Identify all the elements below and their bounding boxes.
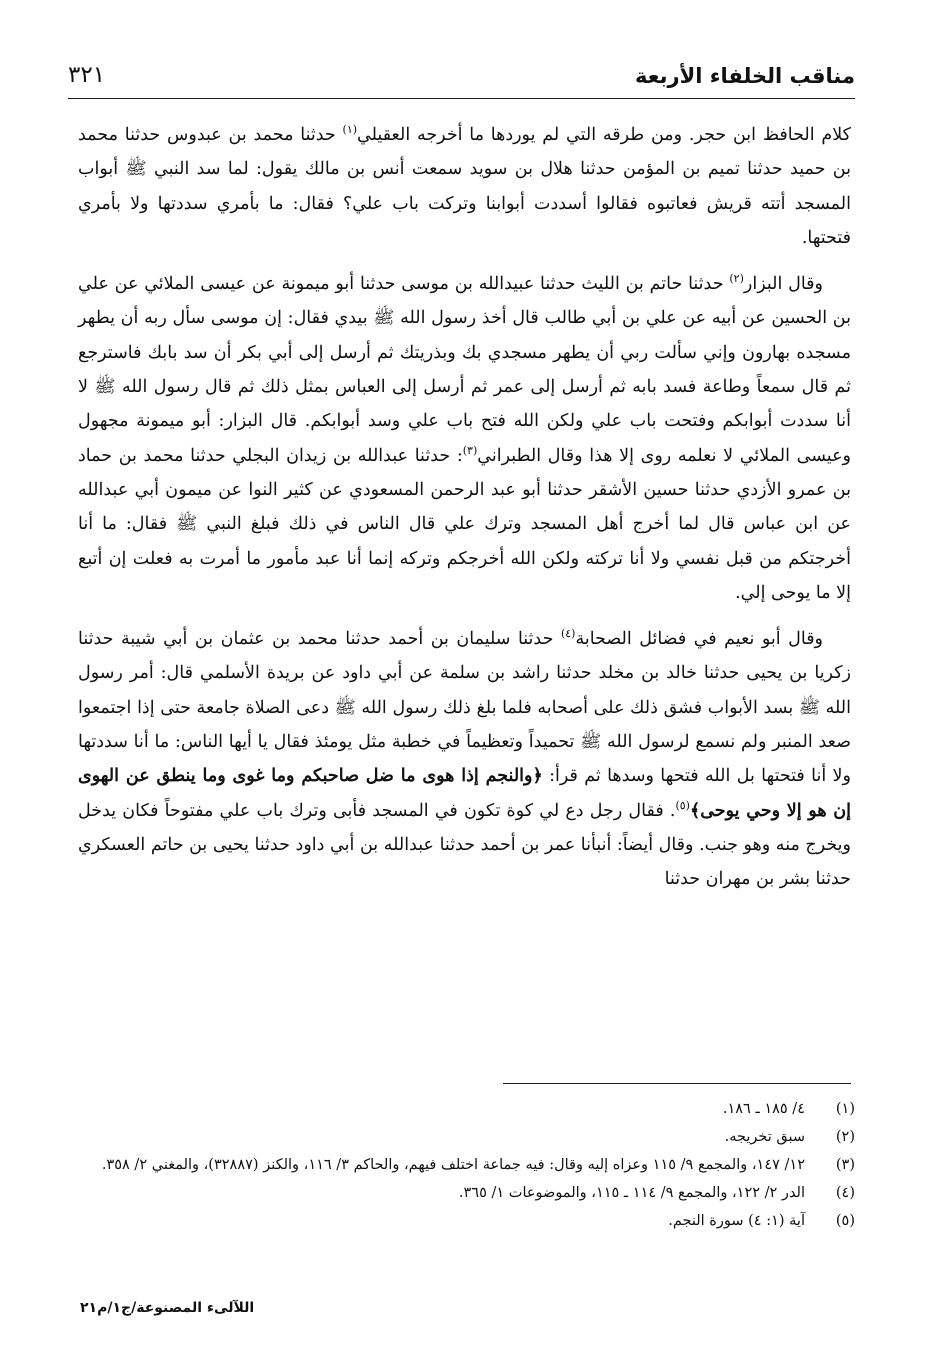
footnote-divider	[503, 1083, 851, 1084]
paragraph-text: كلام الحافظ ابن حجر. ومن طرقه التي لم يوردها ما أخرجه العقيلي	[357, 125, 852, 145]
main-text	[78, 118, 851, 909]
page-number: ٣٢١	[68, 62, 106, 88]
signature-line: اللآلىء المصنوعة/ج١/م٢١	[80, 1300, 255, 1316]
footnote-text: آية (١: ٤) سورة النجم.	[668, 1213, 805, 1229]
footnote-text: سبق تخريجه.	[724, 1129, 805, 1145]
footnote-item	[78, 1210, 855, 1233]
running-title: مناقب الخلفاء الأربعة	[635, 64, 855, 88]
footnote-ref: (١)	[342, 123, 358, 137]
footnote-text: ١٢/ ١٤٧، والمجمع ٩/ ١١٥ وعزاه إليه وقال: فيه جماعة اختلف فيهم، والحاكم ٣/ ١١٦، والكنز (٣٢٨٨٧)، والمغني ٢/ ٣٥٨.	[101, 1157, 805, 1173]
page-header	[68, 58, 855, 99]
paragraph-2	[78, 267, 851, 610]
footnote-number: (١)	[835, 1101, 855, 1117]
paragraph-text: وقال أبو نعيم في فضائل الصحابة	[575, 629, 824, 650]
footnote-ref: (٢)	[729, 272, 744, 286]
footnote-item	[78, 1182, 855, 1205]
footnote-number: (٥)	[835, 1213, 855, 1229]
paragraph-text: . فقال رجل دع لي كوة تكون في المسجد فأبى وترك باب علي مفتوحاً فكان يدخل ويخرج منه وهو جنب. وقال أيضاً: أنبأنا عمر بن أحمد حدثنا عبدالله بن أبي داود حدثنا يحيى بن حاتم العسكري حدثنا بشر بن مهران حدثنا	[78, 800, 851, 890]
paragraph-text: حدثنا حاتم بن الليث حدثنا عبيدالله بن موسى حدثنا أبو ميمونة عن عيسى الملائي عن علي بن الحسين عن أبيه عن علي بن أبي طالب قال أخذ رسول الله ﷺ بيدي فقال: إن موسى سأل ربه أن يطهر مسجده بهارون وإني سألت ربي أن يطهر مسجدي بك وبذريتك ثم أرسل إلى أبي بكر أن سد بابك فاسترجع ثم قال سمعاً وطاعة فسد بابه ثم أرسل إلى عمر ثم أرسل إلى العباس بمثل ذلك ثم قال رسول الله ﷺ لا أنا سددت أبوابكم وفتحت باب علي ولكن الله فتح باب علي وسد أبوابكم. قال البزار: أبو ميمونة مجهول وعيسى الملائي لا نعلمه روى إلا هذا وقال الطبراني	[78, 274, 851, 466]
footnote-text: ٤/ ١٨٥ ـ ١٨٦.	[722, 1101, 805, 1117]
paragraph-text: حدثنا سليمان بن أحمد حدثنا محمد بن عثمان بن أبي شيبة حدثنا زكريا بن يحيى حدثنا خالد بن مخلد حدثنا راشد بن سلمة عن أبي داود عن بريدة الأسلمي قال: أمر رسول الله ﷺ بسد الأبواب فشق ذلك على أصحابه فلما بلغ ذلك رسول الله ﷺ دعى الصلاة جامعة حتى إذا اجتمعوا صعد المنبر ولم نسمع لرسول الله ﷺ تحميداً وتعظيماً في خطبة مثل يومئذ فقال يا أيها الناس: ما أنا سددتها ولا أنا فتحتها بل الله فتحها وسدها ثم قرأ:	[78, 629, 851, 787]
paragraph-text: : حدثنا عبدالله بن زيدان البجلي حدثنا محمد بن حماد بن عمرو الأزدي حدثنا حسين الأشقر حدثنا أبو عبد الرحمن المسعودي عن كثير النوا عن ميمون أبي عبدالله عن ابن عباس قال لما أخرج أهل المسجد وترك علي قال الناس في ذلك فبلغ النبي ﷺ فقال: ما أنا أخرجتكم من قبل نفسي ولا أنا تركته ولكن الله أخرجكم وتركه إنما أنا عبد مأمور ما أمرت به فعلت إن أتبع إلا ما يوحى إلي.	[78, 445, 851, 603]
quran-verse: ﴿والنجم إذا هوى ما ضل صاحبكم وما غوى وما ينطق عن الهوى إن هو إلا وحي يوحى﴾	[78, 766, 851, 821]
footnote-text: الدر ٢/ ١٢٢، والمجمع ٩/ ١١٤ ـ ١١٥، والموضوعات ١/ ٣٦٥.	[458, 1185, 805, 1201]
footnote-item	[78, 1098, 855, 1121]
footnote-number: (٤)	[835, 1185, 855, 1201]
footnotes	[78, 1098, 855, 1238]
footnote-ref: (٤)	[560, 627, 576, 641]
footnote-ref: (٥)	[675, 798, 690, 812]
footnote-item	[78, 1154, 855, 1177]
footnote-item	[78, 1126, 855, 1149]
paragraph-1	[78, 118, 851, 255]
paragraph-text: حدثنا محمد بن عبدوس حدثنا محمد بن حميد حدثنا تميم بن المؤمن حدثنا هلال بن سويد سمعت أنس بن مالك يقول: لما سد النبي ﷺ أبواب المسجد أتته قريش فعاتبوه فقالوا أسددت أبوابنا وتركت باب علي؟ فقال: ما بأمري سددتها ولا بأمري فتحتها.	[78, 125, 851, 248]
paragraph-text: وقال البزار	[743, 274, 824, 295]
footnote-ref: (٣)	[462, 443, 478, 457]
footnote-number: (٢)	[835, 1129, 855, 1145]
footnote-number: (٣)	[835, 1157, 855, 1173]
paragraph-3	[78, 622, 851, 896]
